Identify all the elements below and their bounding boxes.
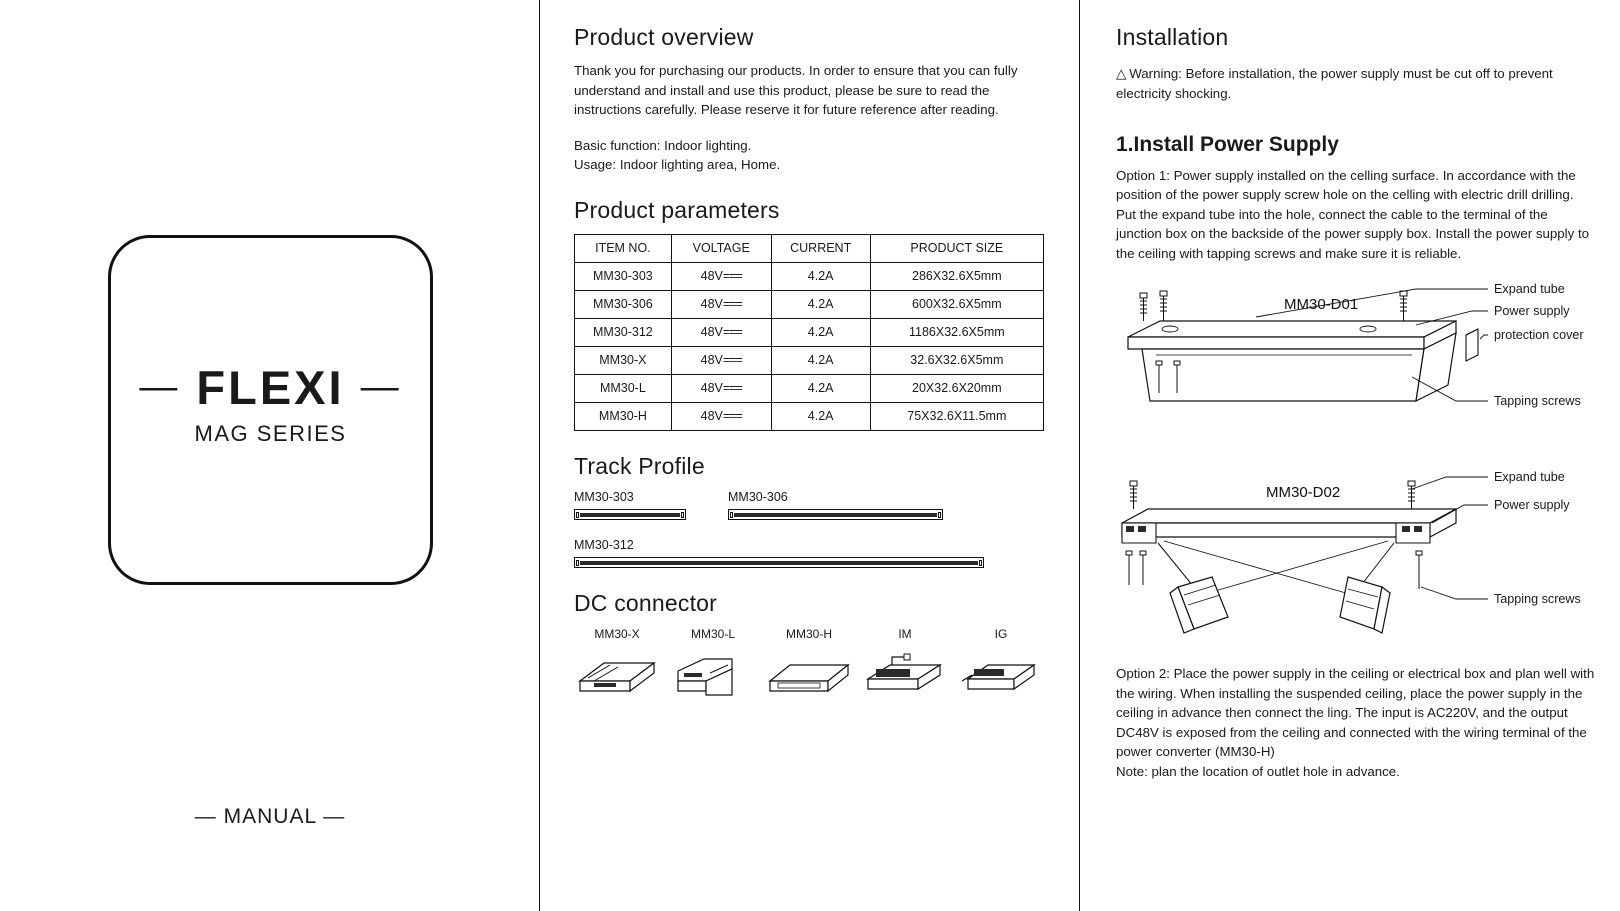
cell-current: 4.2A <box>771 290 870 318</box>
track-label-303: MM30-303 <box>574 489 634 504</box>
header-current: CURRENT <box>771 234 870 262</box>
product-parameters-title: Product parameters <box>574 196 780 223</box>
cell-size: 286X32.6X5mm <box>870 262 1043 290</box>
track-bar-306 <box>728 509 943 520</box>
cell-item-no: MM30-312 <box>575 318 672 346</box>
manual-label: — MANUAL — <box>194 805 346 828</box>
cell-item-no: MM30-306 <box>575 290 672 318</box>
d01-label-power-supply: Power supply <box>1494 304 1570 319</box>
basic-function-text: Basic function: Indoor lighting. <box>574 137 752 153</box>
diagram-d01-title: MM30-D01 <box>1284 296 1359 314</box>
cell-size: 20X32.6X20mm <box>870 374 1043 402</box>
logo-frame <box>108 235 433 585</box>
track-label-306: MM30-306 <box>728 489 788 504</box>
diagram-d02-title: MM30-D02 <box>1266 484 1341 502</box>
brand-series: MAG SERIES <box>194 421 347 446</box>
track-bar-312 <box>574 557 984 568</box>
parameters-table <box>574 234 1044 431</box>
cell-size: 75X32.6X11.5mm <box>870 402 1043 430</box>
table-row <box>575 374 1044 402</box>
cell-size: 32.6X32.6X5mm <box>870 346 1043 374</box>
cover-panel <box>0 0 540 911</box>
connector-ig-icon <box>958 651 1044 699</box>
table-row <box>575 346 1044 374</box>
dc-item-mm30-l <box>670 627 756 704</box>
cell-voltage: 48V=== <box>671 402 771 430</box>
dc-item-ig <box>958 627 1044 704</box>
cell-item-no: MM30-L <box>575 374 672 402</box>
dc-label-mm30-x: MM30-X <box>594 626 640 641</box>
cell-voltage: 48V=== <box>671 290 771 318</box>
track-row-2 <box>574 538 984 568</box>
d02-label-power-supply: Power supply <box>1494 498 1570 513</box>
right-panel <box>1080 0 1620 911</box>
installation-title: Installation <box>1116 24 1229 50</box>
d01-label-protection-cover: protection cover <box>1494 328 1584 343</box>
cell-voltage: 48V=== <box>671 262 771 290</box>
warning-icon: △ <box>1116 66 1127 82</box>
cell-size: 600X32.6X5mm <box>870 290 1043 318</box>
connector-h-icon <box>766 651 852 699</box>
d02-label-tapping-screws: Tapping screws <box>1494 592 1581 607</box>
dc-label-mm30-h: MM30-H <box>785 626 832 641</box>
connector-x-icon <box>574 651 660 699</box>
cell-voltage: 48V=== <box>671 374 771 402</box>
note-text: Note: plan the location of outlet hole in advance. <box>1116 763 1400 779</box>
cell-size: 1186X32.6X5mm <box>870 318 1043 346</box>
dc-label-ig: IG <box>994 626 1008 641</box>
header-item-no: ITEM NO. <box>575 234 672 262</box>
d01-label-expand-tube: Expand tube <box>1494 282 1565 297</box>
cell-current: 4.2A <box>771 262 870 290</box>
track-row-1 <box>574 490 1044 520</box>
table-header-row <box>575 234 1044 262</box>
cell-current: 4.2A <box>771 402 870 430</box>
diagram-d02-graphic <box>1116 467 1596 652</box>
product-overview-title: Product overview <box>574 24 754 50</box>
d01-label-tapping-screws: Tapping screws <box>1494 394 1581 409</box>
diagram-mm30-d01 <box>1116 277 1596 459</box>
warning-text: △ Warning: Before installation, the power supply must be cut off to prevent electricity shocking. <box>1116 66 1553 101</box>
brand-dash-right: — <box>360 366 402 408</box>
dc-connector-title: DC connector <box>574 589 718 616</box>
option2-text: Option 2: Place the power supply in the ceiling or electrical box and plan well with the wiring. When installing the suspended ceiling, place the power supply in the ceiling in advance then connect the ling. The input is AC220V, and the output DC48V is exposed from the ceiling and connected with the wiring terminal of the power converter (MM30-H) <box>1116 666 1595 760</box>
cell-current: 4.2A <box>771 318 870 346</box>
table-row <box>575 318 1044 346</box>
middle-panel <box>540 0 1080 911</box>
track-bar-303 <box>574 509 686 520</box>
table-row <box>575 402 1044 430</box>
header-voltage: VOLTAGE <box>671 234 771 262</box>
dc-item-mm30-x <box>574 627 660 704</box>
connector-l-icon <box>670 651 756 699</box>
cell-item-no: MM30-303 <box>575 262 672 290</box>
table-row <box>575 290 1044 318</box>
cell-current: 4.2A <box>771 374 870 402</box>
option1-text: Option 1: Power supply installed on the celling surface. In accordance with the position of the power supply screw hole on the celling with electric drill drilling. Put the expand tube into the hole, connect the cable to the terminal of the junction box on the backside of the power supply box. Install the power supply to the ceiling with tapping screws and make sure it is reliable. <box>1116 167 1590 261</box>
dc-label-mm30-l: MM30-L <box>690 626 735 641</box>
step1-title: 1.Install Power Supply <box>1116 132 1339 156</box>
dc-item-im <box>862 627 948 704</box>
dc-label-im: IM <box>898 626 912 641</box>
dc-connector-row <box>574 627 1044 704</box>
table-row <box>575 262 1044 290</box>
dc-item-mm30-h <box>766 627 852 704</box>
cell-current: 4.2A <box>771 346 870 374</box>
d02-label-expand-tube: Expand tube <box>1494 470 1565 485</box>
cell-item-no: MM30-H <box>575 402 672 430</box>
brand-name: FLEXI <box>196 361 345 414</box>
cell-item-no: MM30-X <box>575 346 672 374</box>
track-label-312: MM30-312 <box>574 537 634 552</box>
header-product-size: PRODUCT SIZE <box>870 234 1043 262</box>
brand-dash-left: — <box>139 366 181 408</box>
brand-title <box>111 360 430 415</box>
diagram-mm30-d02 <box>1116 467 1596 652</box>
usage-text: Usage: Indoor lighting area, Home. <box>574 157 781 172</box>
product-overview-paragraph: Thank you for purchasing our products. In order to ensure that you can fully understand and install and use this product, please be sure to read the instructions carefully. Please reserve it for future reference after reading. <box>574 63 1018 117</box>
cell-voltage: 48V=== <box>671 346 771 374</box>
cell-voltage: 48V=== <box>671 318 771 346</box>
track-profile-title: Track Profile <box>574 452 705 479</box>
connector-im-icon <box>862 651 948 699</box>
